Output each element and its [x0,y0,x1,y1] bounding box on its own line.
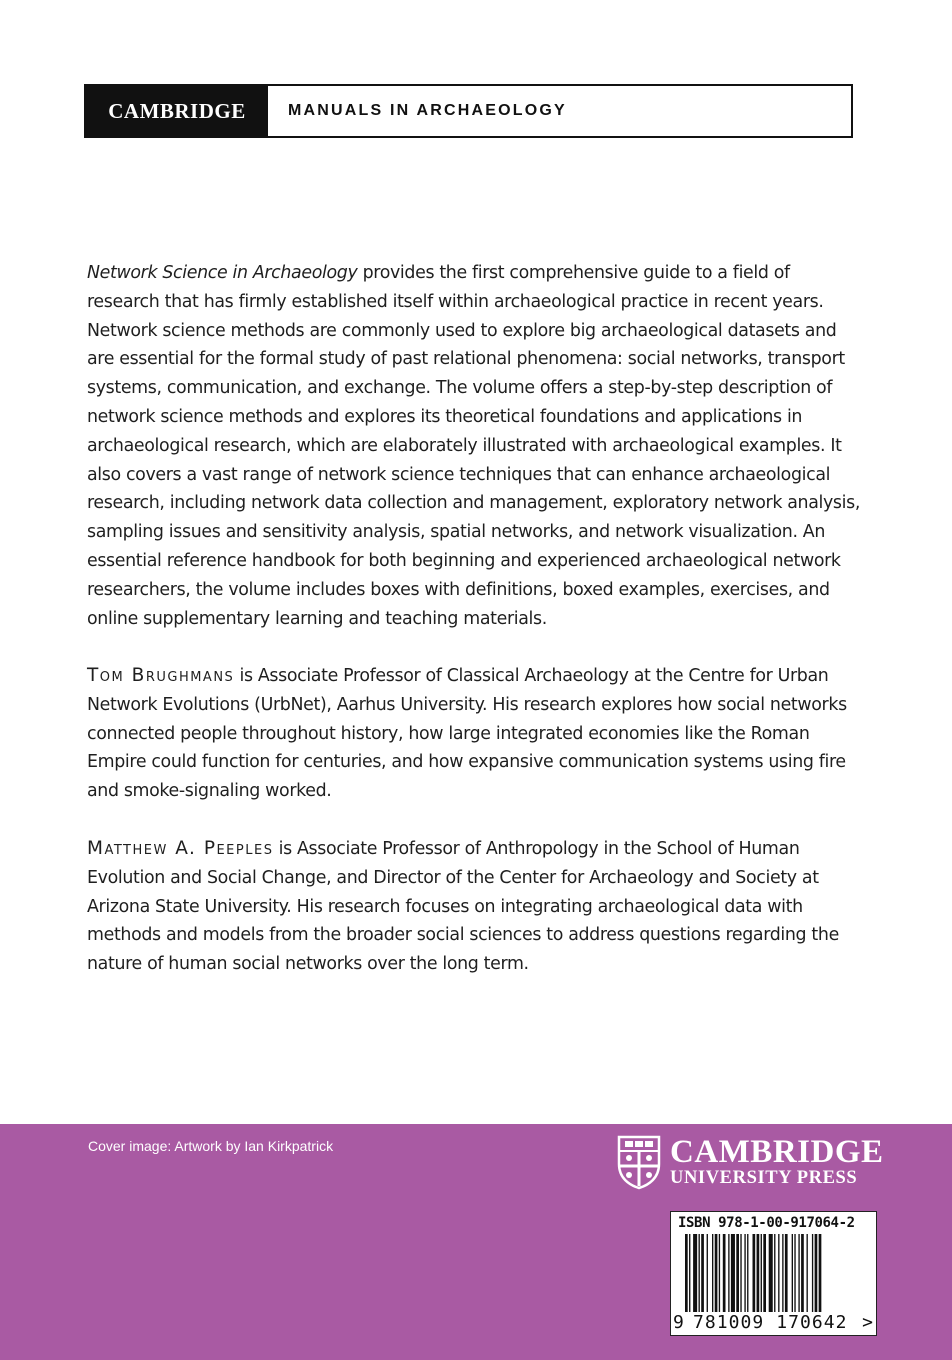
ean-first-digit: 9 [673,1312,684,1333]
author-bio-2 [87,835,867,979]
author-bio-1 [87,662,867,806]
author-bio-text-1: is Associate Professor of Classical Archaeology at the Centre for Urban Network Evolutions (UrbNet), Aarhus University. His research explores how social networks connected people throughout history, how large integrated economies like the Roman Empire could function for centuries, and how expansive communication systems using fire and smoke-signaling worked. [87,666,847,802]
author-name-2: Matthew A. Peeples [87,838,274,859]
author-bio-text-2: is Associate Professor of Anthropology in the School of Human Evolution and Social Change, and Director of the Center for Archaeology and Society at Arizona State University. His research focuses on integrating archaeological data with methods and models from the broader social sciences to address questions regarding the nature of human social networks over the long term. [87,839,839,975]
publisher-logo [616,1134,884,1190]
series-name: MANUALS IN ARCHAEOLOGY [288,102,567,119]
logo-line2: UNIVERSITY PRESS [670,1168,858,1188]
barcode-icon [685,1234,865,1314]
series-banner [84,84,853,138]
isbn-barcode [670,1211,877,1336]
book-description [87,259,867,633]
series-publisher: CAMBRIDGE [86,86,268,136]
book-title: Network Science in Archaeology [87,263,358,283]
author-name-1: Tom Brughmans [87,665,235,686]
logo-line1: CAMBRIDGE [670,1134,884,1170]
description-text: provides the first comprehensive guide to a field of research that has firmly established itself within archaeological practice in recent years. Network science methods are commonly used to explore big archaeological datasets and are essential for the formal study of past relational phenomena: social networks, transport systems, communication, and exchange. The volume offers a step-by-step description of network science methods and explores its theoretical foundations and applications in archaeological research, which are elaborately illustrated with archaeological examples. It also covers a vast range of network science techniques that can enhance archaeological research, including network data collection and management, exploratory network analysis, sampling issues and sensitivity analysis, spatial networks, and network visualization. An essential reference handbook for both beginning and experienced archaeological network researchers, the volume includes boxes with definitions, boxed examples, exercises, and online supplementary learning and teaching materials. [87,263,861,629]
cambridge-shield-icon [616,1134,662,1190]
ean-digits: 781009 170642 [693,1312,848,1333]
ean-arrow: > [862,1312,873,1333]
isbn-text: ISBN 978-1-00-917064-2 [678,1215,855,1231]
cover-credit: Cover image: Artwork by Ian Kirkpatrick [88,1138,334,1154]
